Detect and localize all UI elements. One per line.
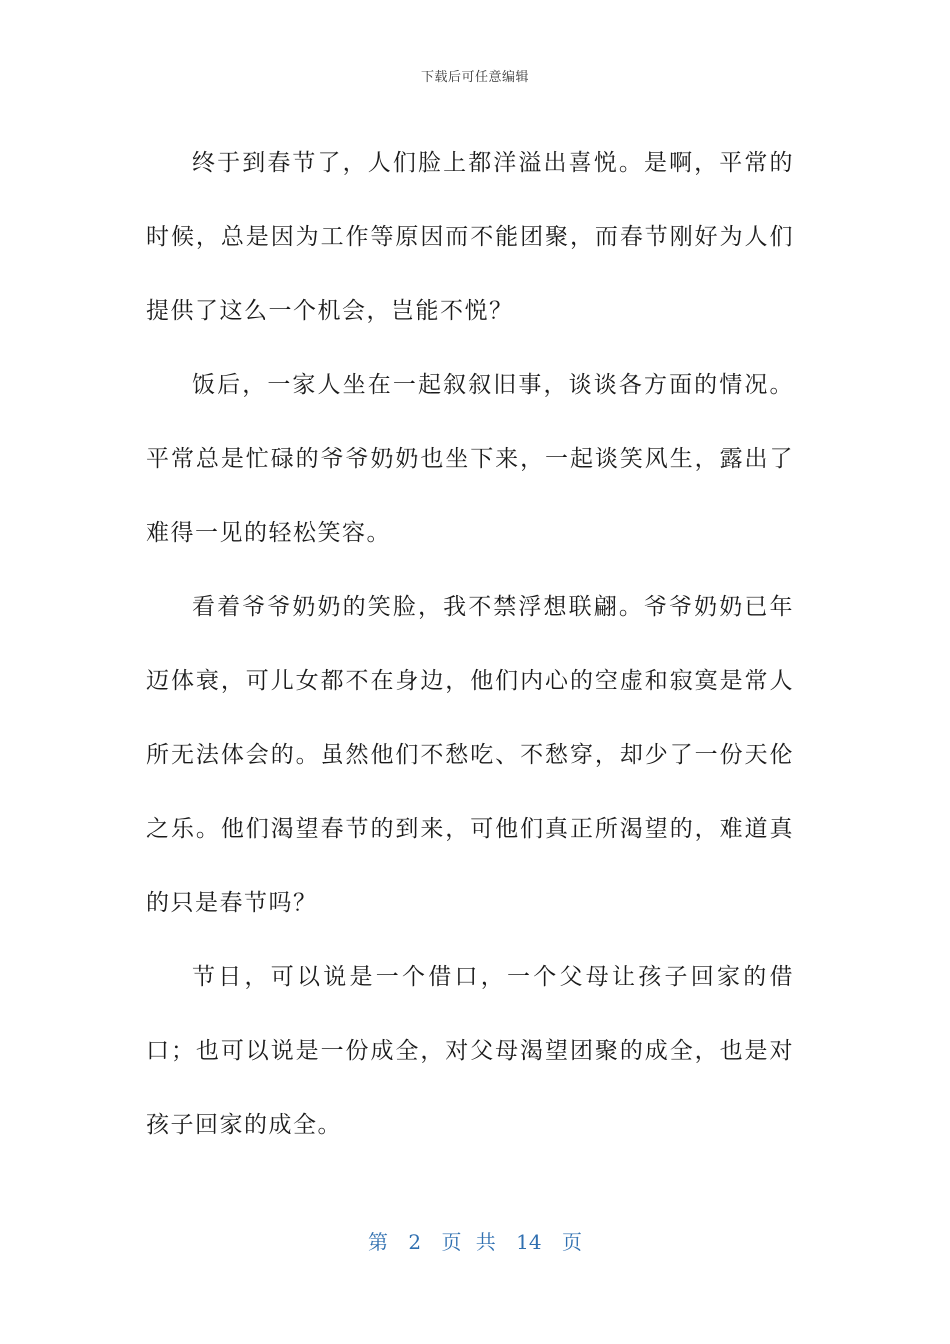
paragraph-1: 终于到春节了，人们脸上都洋溢出喜悦。是啊，平常的时候，总是因为工作等原因而不能团聚，而春节刚好为人们提供了这么一个机会，岂能不悦？: [146, 150, 794, 324]
paragraph-3: 看着爷爷奶奶的笑脸，我不禁浮想联翩。爷爷奶奶已年迈体衰，可儿女都不在身边，他们内心的空虚和寂寞是常人所无法体会的。虽然他们不愁吃、不愁穿，却少了一份天伦之乐。他们渴望春节的到来，可他们真正所渴望的，难道真的只是春节吗？: [146, 594, 794, 916]
footer-current-page: 2: [408, 1230, 422, 1254]
page-footer: [0, 1226, 950, 1255]
paragraph-2: 饭后，一家人坐在一起叙叙旧事，谈谈各方面的情况。平常总是忙碌的爷爷奶奶也坐下来，一起谈笑风生，露出了难得一见的轻松笑容。: [146, 372, 794, 546]
document-body: [146, 126, 794, 1162]
footer-prefix: 第: [368, 1230, 388, 1254]
paragraph-4: 节日，可以说是一个借口，一个父母让孩子回家的借口；也可以说是一份成全，对父母渴望团聚的成全，也是对孩子回家的成全。: [146, 964, 794, 1138]
page-header: 下载后可任意编辑: [420, 70, 529, 85]
footer-middle: 页 共: [441, 1230, 496, 1254]
footer-total-pages: 14: [516, 1230, 542, 1254]
footer-suffix: 页: [561, 1230, 582, 1254]
